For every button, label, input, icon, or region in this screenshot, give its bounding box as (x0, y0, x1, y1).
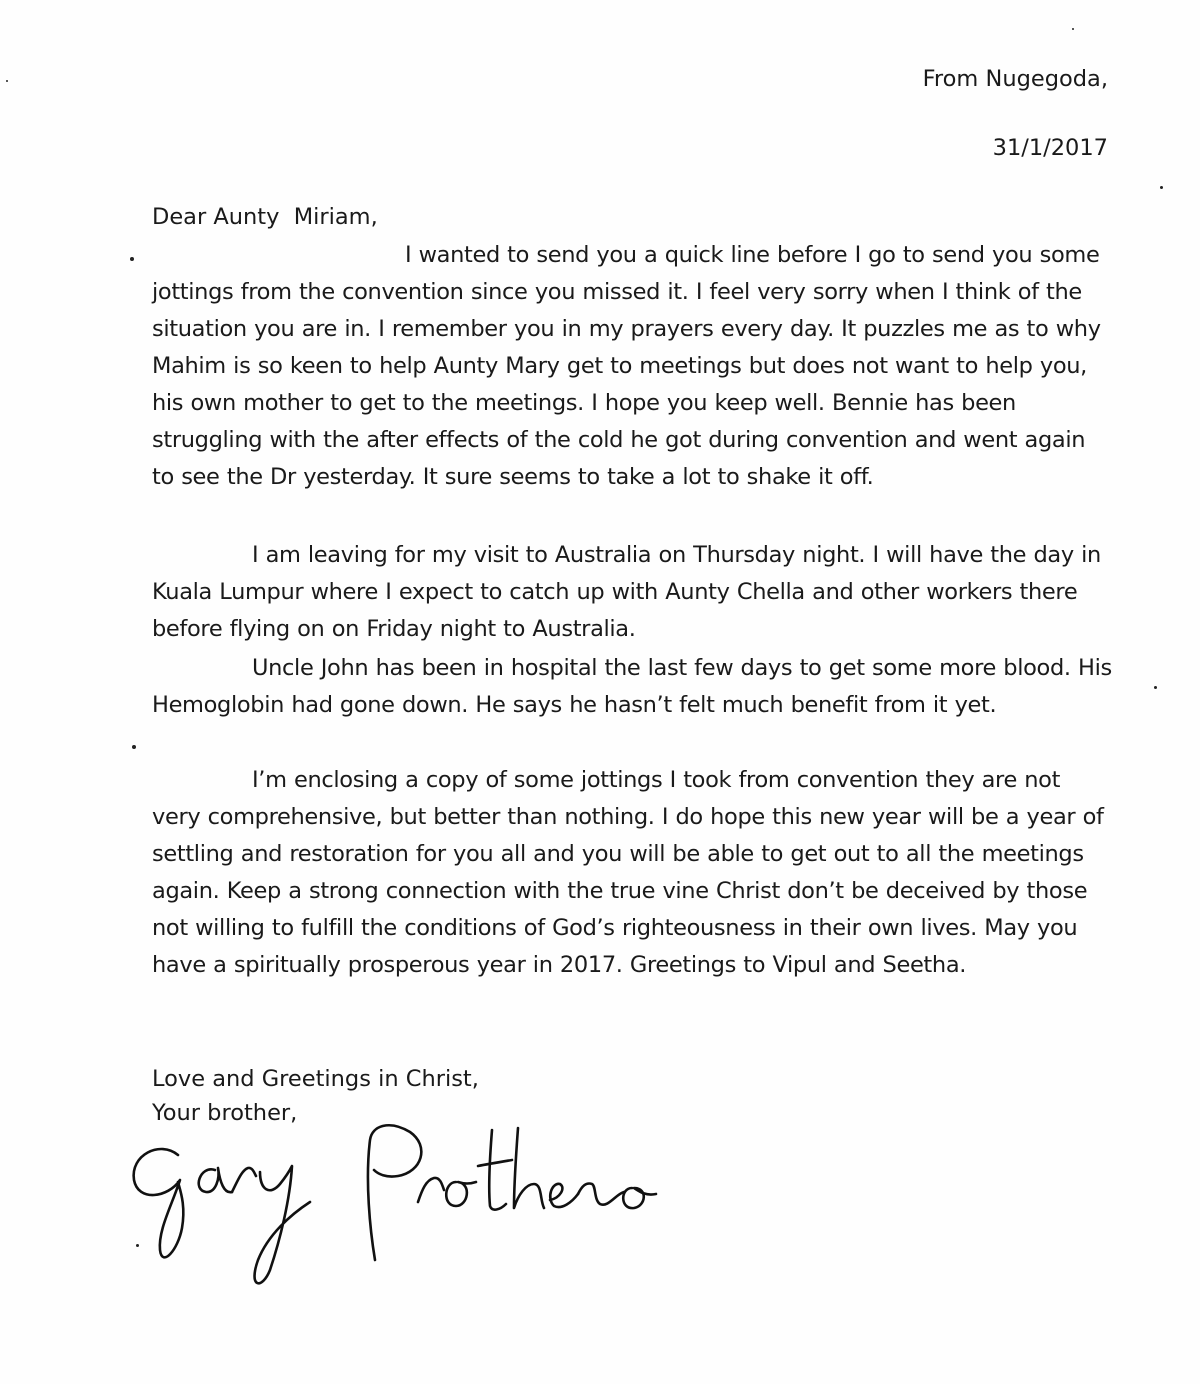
scan-speck (1160, 186, 1163, 189)
letter-date: 31/1/2017 (992, 135, 1108, 161)
handwritten-signature (120, 1110, 700, 1300)
body-paragraph-4: I’m enclosing a copy of some jottings I took from convention they are not very comprehensive, but better than nothing. I do hope this new year will be a year of settling and restoration for you all and you will be able to get out to all the meetings again. Keep a strong connection with the true vine Christ don’t be deceived by those not willing to fulfill the conditions of God’s righteousness in their own lives. May you have a spiritually prosperous year in 2017. Greetings to Vipul and Seetha. (152, 767, 1104, 978)
scan-speck (1154, 686, 1157, 689)
scan-speck (6, 80, 8, 82)
scan-speck (132, 745, 136, 749)
scan-speck (130, 257, 134, 261)
sender-location: From Nugegoda, (922, 66, 1108, 92)
body-paragraph-3: Uncle John has been in hospital the last few days to get some more blood. His Hemoglobin had gone down. He says he hasn’t felt much benefit from it yet. (152, 655, 1112, 718)
scan-speck (1072, 28, 1074, 30)
scan-speck (136, 1244, 139, 1247)
salutation: Dear Aunty Miriam, (152, 204, 378, 230)
body-paragraph-1: I wanted to send you a quick line before I go to send you some jottings from the convention since you missed it. I feel very sorry when I think of the situation you are in. I remember you in my prayers every day. It puzzles me as to why Mahim is so keen to help Aunty Mary get to meetings but does not want to help you, his own mother to get to the meetings. I hope you keep well. Bennie has been struggling with the after effects of the cold he got during convention and went again to see the Dr yesterday. It sure seems to take a lot to shake it off. (152, 242, 1101, 490)
closing-greeting: Love and Greetings in Christ, (152, 1066, 479, 1092)
body-paragraph-2: I am leaving for my visit to Australia on Thursday night. I will have the day in Kuala Lumpur where I expect to catch up with Aunty Chella and other workers there before flying on on Friday night to Australia. (152, 542, 1101, 642)
closing-sign-off: Your brother, (152, 1100, 298, 1126)
